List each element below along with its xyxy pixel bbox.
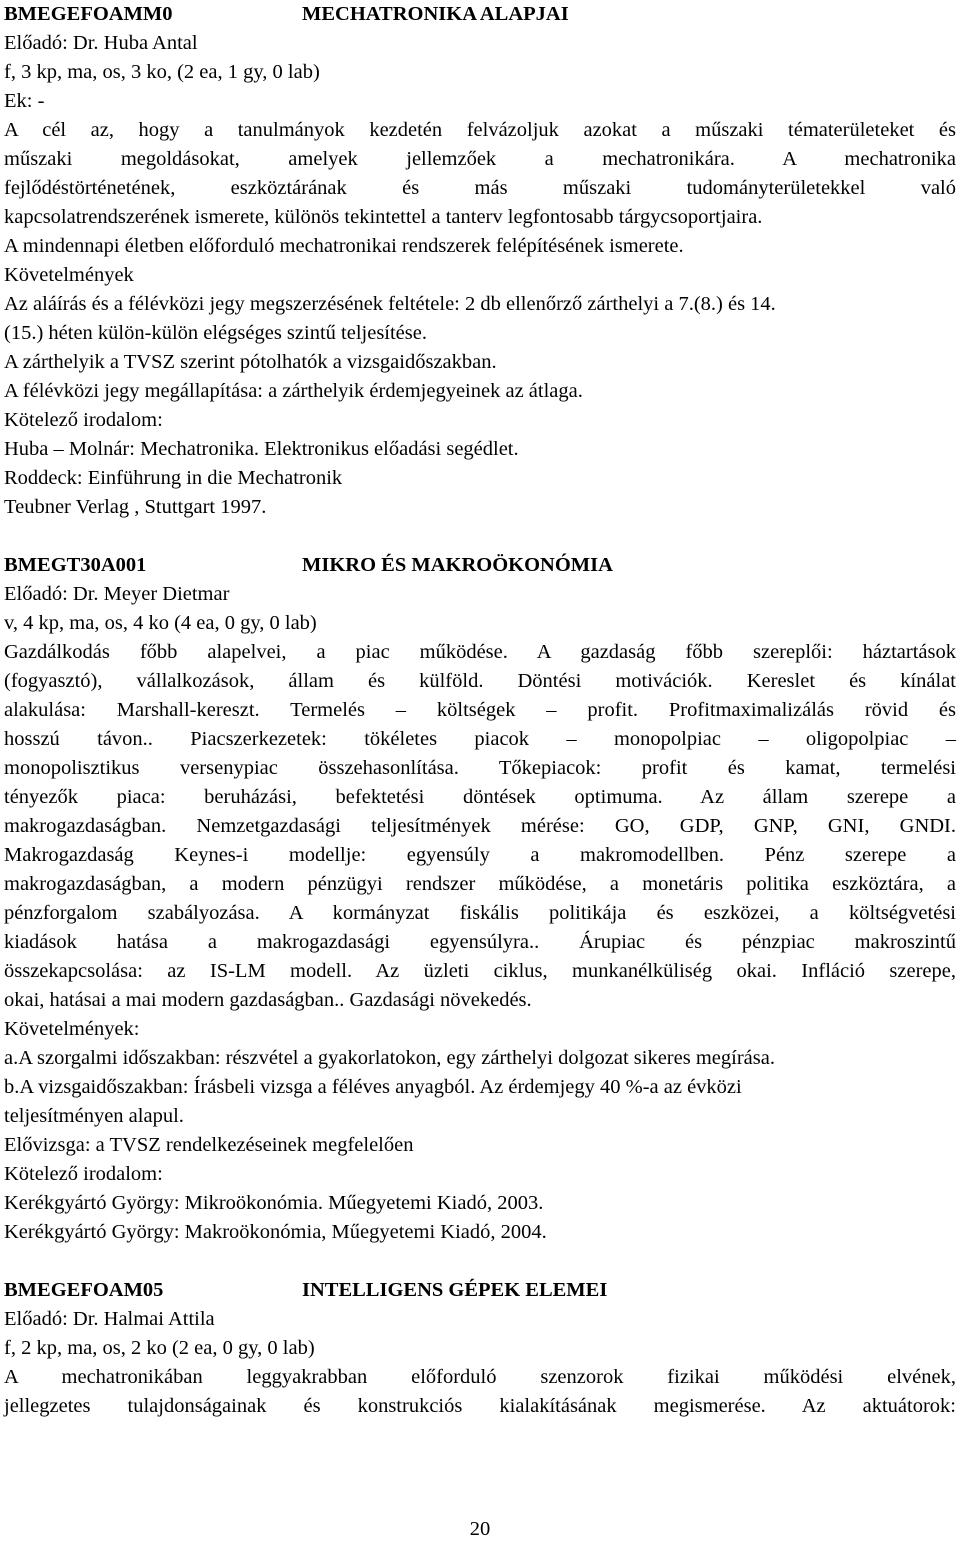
section-spacer	[4, 1247, 956, 1276]
description-line: okai, hatásai a mai modern gazdaságban.. Gazdasági növekedés.	[4, 989, 532, 1011]
literature-line: Kerékgyártó György: Mikroökonómia. Műegyetemi Kiadó, 2003.	[4, 1192, 544, 1214]
description-line: A mindennapi életben előforduló mechatronikai rendszerek felépítésének ismerete.	[4, 235, 684, 257]
description-line: jellegzetes tulajdonságainak és konstrukciós kialakításának megismerése. Az aktuátorok:	[4, 1395, 956, 1417]
course-header	[4, 551, 956, 580]
lecturer: Előadó: Dr. Meyer Dietmar	[4, 583, 230, 605]
requirements-label: Követelmények	[4, 264, 134, 286]
course-code: BMEGEFOAMM0	[4, 3, 173, 25]
requirement-line: a.A szorgalmi időszakban: részvétel a gyakorlatokon, egy zárthelyi dolgozat sikeres megírása.	[4, 1047, 775, 1069]
lecturer: Előadó: Dr. Halmai Attila	[4, 1308, 215, 1330]
description-line: műszaki megoldásokat, amelyek jellemzőek a mechatronikára. A mechatronika	[4, 148, 956, 170]
course-code: BMEGT30A001	[4, 554, 147, 576]
description-line: makrogazdaságban, a modern pénzügyi rendszer működése, a monetáris politika eszköztára, a	[4, 873, 956, 895]
requirements-label: Követelmények:	[4, 1018, 140, 1040]
literature-line: Kerékgyártó György: Makroökonómia, Műegyetemi Kiadó, 2004.	[4, 1221, 547, 1243]
description-line: kiadások hatása a makrogazdasági egyensúlyra.. Árupiac és pénzpiac makroszintű	[4, 931, 956, 953]
description-line: hosszú távon.. Piacszerkezetek: tökéletes piacok – monopolpiac – oligopolpiac –	[4, 728, 956, 750]
course-hours: f, 2 kp, ma, os, 2 ko (2 ea, 0 gy, 0 lab)	[4, 1337, 315, 1359]
requirement-line: b.A vizsgaidőszakban: Írásbeli vizsga a féléves anyagból. Az érdemjegy 40 %-a az évközi	[4, 1076, 742, 1098]
description-line: A cél az, hogy a tanulmányok kezdetén felvázoljuk azokat a műszaki tématerületeket és	[4, 119, 956, 141]
description-line: tényezők piaca: beruházási, befektetési döntések optimuma. Az állam szerepe a	[4, 786, 956, 808]
course-title: INTELLIGENS GÉPEK ELEMEI	[302, 1279, 608, 1301]
description-line: fejlődéstörténetének, eszköztárának és más műszaki tudományterületekkel való	[4, 177, 956, 199]
section-spacer	[4, 522, 956, 551]
course-hours: f, 3 kp, ma, os, 3 ko, (2 ea, 1 gy, 0 lab)	[4, 61, 320, 83]
requirement-line: teljesítményen alapul.	[4, 1105, 184, 1127]
course-hours: v, 4 kp, ma, os, 4 ko (4 ea, 0 gy, 0 lab)	[4, 612, 317, 634]
description-line: alakulása: Marshall-kereszt. Termelés – költségek – profit. Profitmaximalizálás rövid és	[4, 699, 956, 721]
literature-label: Kötelező irodalom:	[4, 409, 163, 431]
description-line: (fogyasztó), vállalkozások, állam és külföld. Döntési motivációk. Kereslet és kínálat	[4, 670, 956, 692]
description-line: Makrogazdaság Keynes-i modellje: egyensúly a makromodellben. Pénz szerepe a	[4, 844, 956, 866]
requirement-line: A félévközi jegy megállapítása: a zárthelyik érdemjegyeinek az átlaga.	[4, 380, 583, 402]
lecturer: Előadó: Dr. Huba Antal	[4, 32, 198, 54]
course-title: MECHATRONIKA ALAPJAI	[302, 3, 569, 25]
description-line: A mechatronikában leggyakrabban előforduló szenzorok fizikai működési elvének,	[4, 1366, 956, 1388]
description-line: monopolisztikus versenypiac összehasonlítása. Tőkepiacok: profit és kamat, termelési	[4, 757, 956, 779]
description-line: pénzforgalom szabályozása. A kormányzat fiskális politikája és eszközei, a költségvetési	[4, 902, 956, 924]
literature-line: Roddeck: Einführung in die Mechatronik	[4, 467, 343, 489]
course-title: MIKRO ÉS MAKROÖKONÓMIA	[302, 554, 613, 576]
requirement-line: (15.) héten külön-külön elégséges szintű teljesítése.	[4, 322, 427, 344]
page-number: 20	[469, 1518, 491, 1540]
prerequisite: Ek: -	[4, 90, 45, 112]
literature-label: Kötelező irodalom:	[4, 1163, 163, 1185]
requirement-line: Elővizsga: a TVSZ rendelkezéseinek megfelelően	[4, 1134, 414, 1156]
description-line: összekapcsolása: az IS-LM modell. Az üzleti ciklus, munkanélküliség okai. Infláció szerepe,	[4, 960, 956, 982]
description-line: makrogazdaságban. Nemzetgazdasági teljesítmények mérése: GO, GDP, GNP, GNI, GNDI.	[4, 815, 956, 837]
description-line: kapcsolatrendszerének ismerete, különös tekintettel a tanterv legfontosabb tárgycsoportjaira.	[4, 206, 763, 228]
requirement-line: A zárthelyik a TVSZ szerint pótolhatók a vizsgaidőszakban.	[4, 351, 497, 373]
description-line: Gazdálkodás főbb alapelvei, a piac működése. A gazdaság főbb szereplői: háztartások	[4, 641, 956, 663]
document-page	[4, 0, 956, 1421]
requirement-line: Az aláírás és a félévközi jegy megszerzésének feltétele: 2 db ellenőrző zárthelyi a 7.(8.) és 14.	[4, 293, 776, 315]
literature-line: Huba – Molnár: Mechatronika. Elektronikus előadási segédlet.	[4, 438, 519, 460]
course-header	[4, 0, 956, 29]
literature-line: Teubner Verlag , Stuttgart 1997.	[4, 496, 267, 518]
course-code: BMEGEFOAM05	[4, 1279, 164, 1301]
course-header	[4, 1276, 956, 1305]
